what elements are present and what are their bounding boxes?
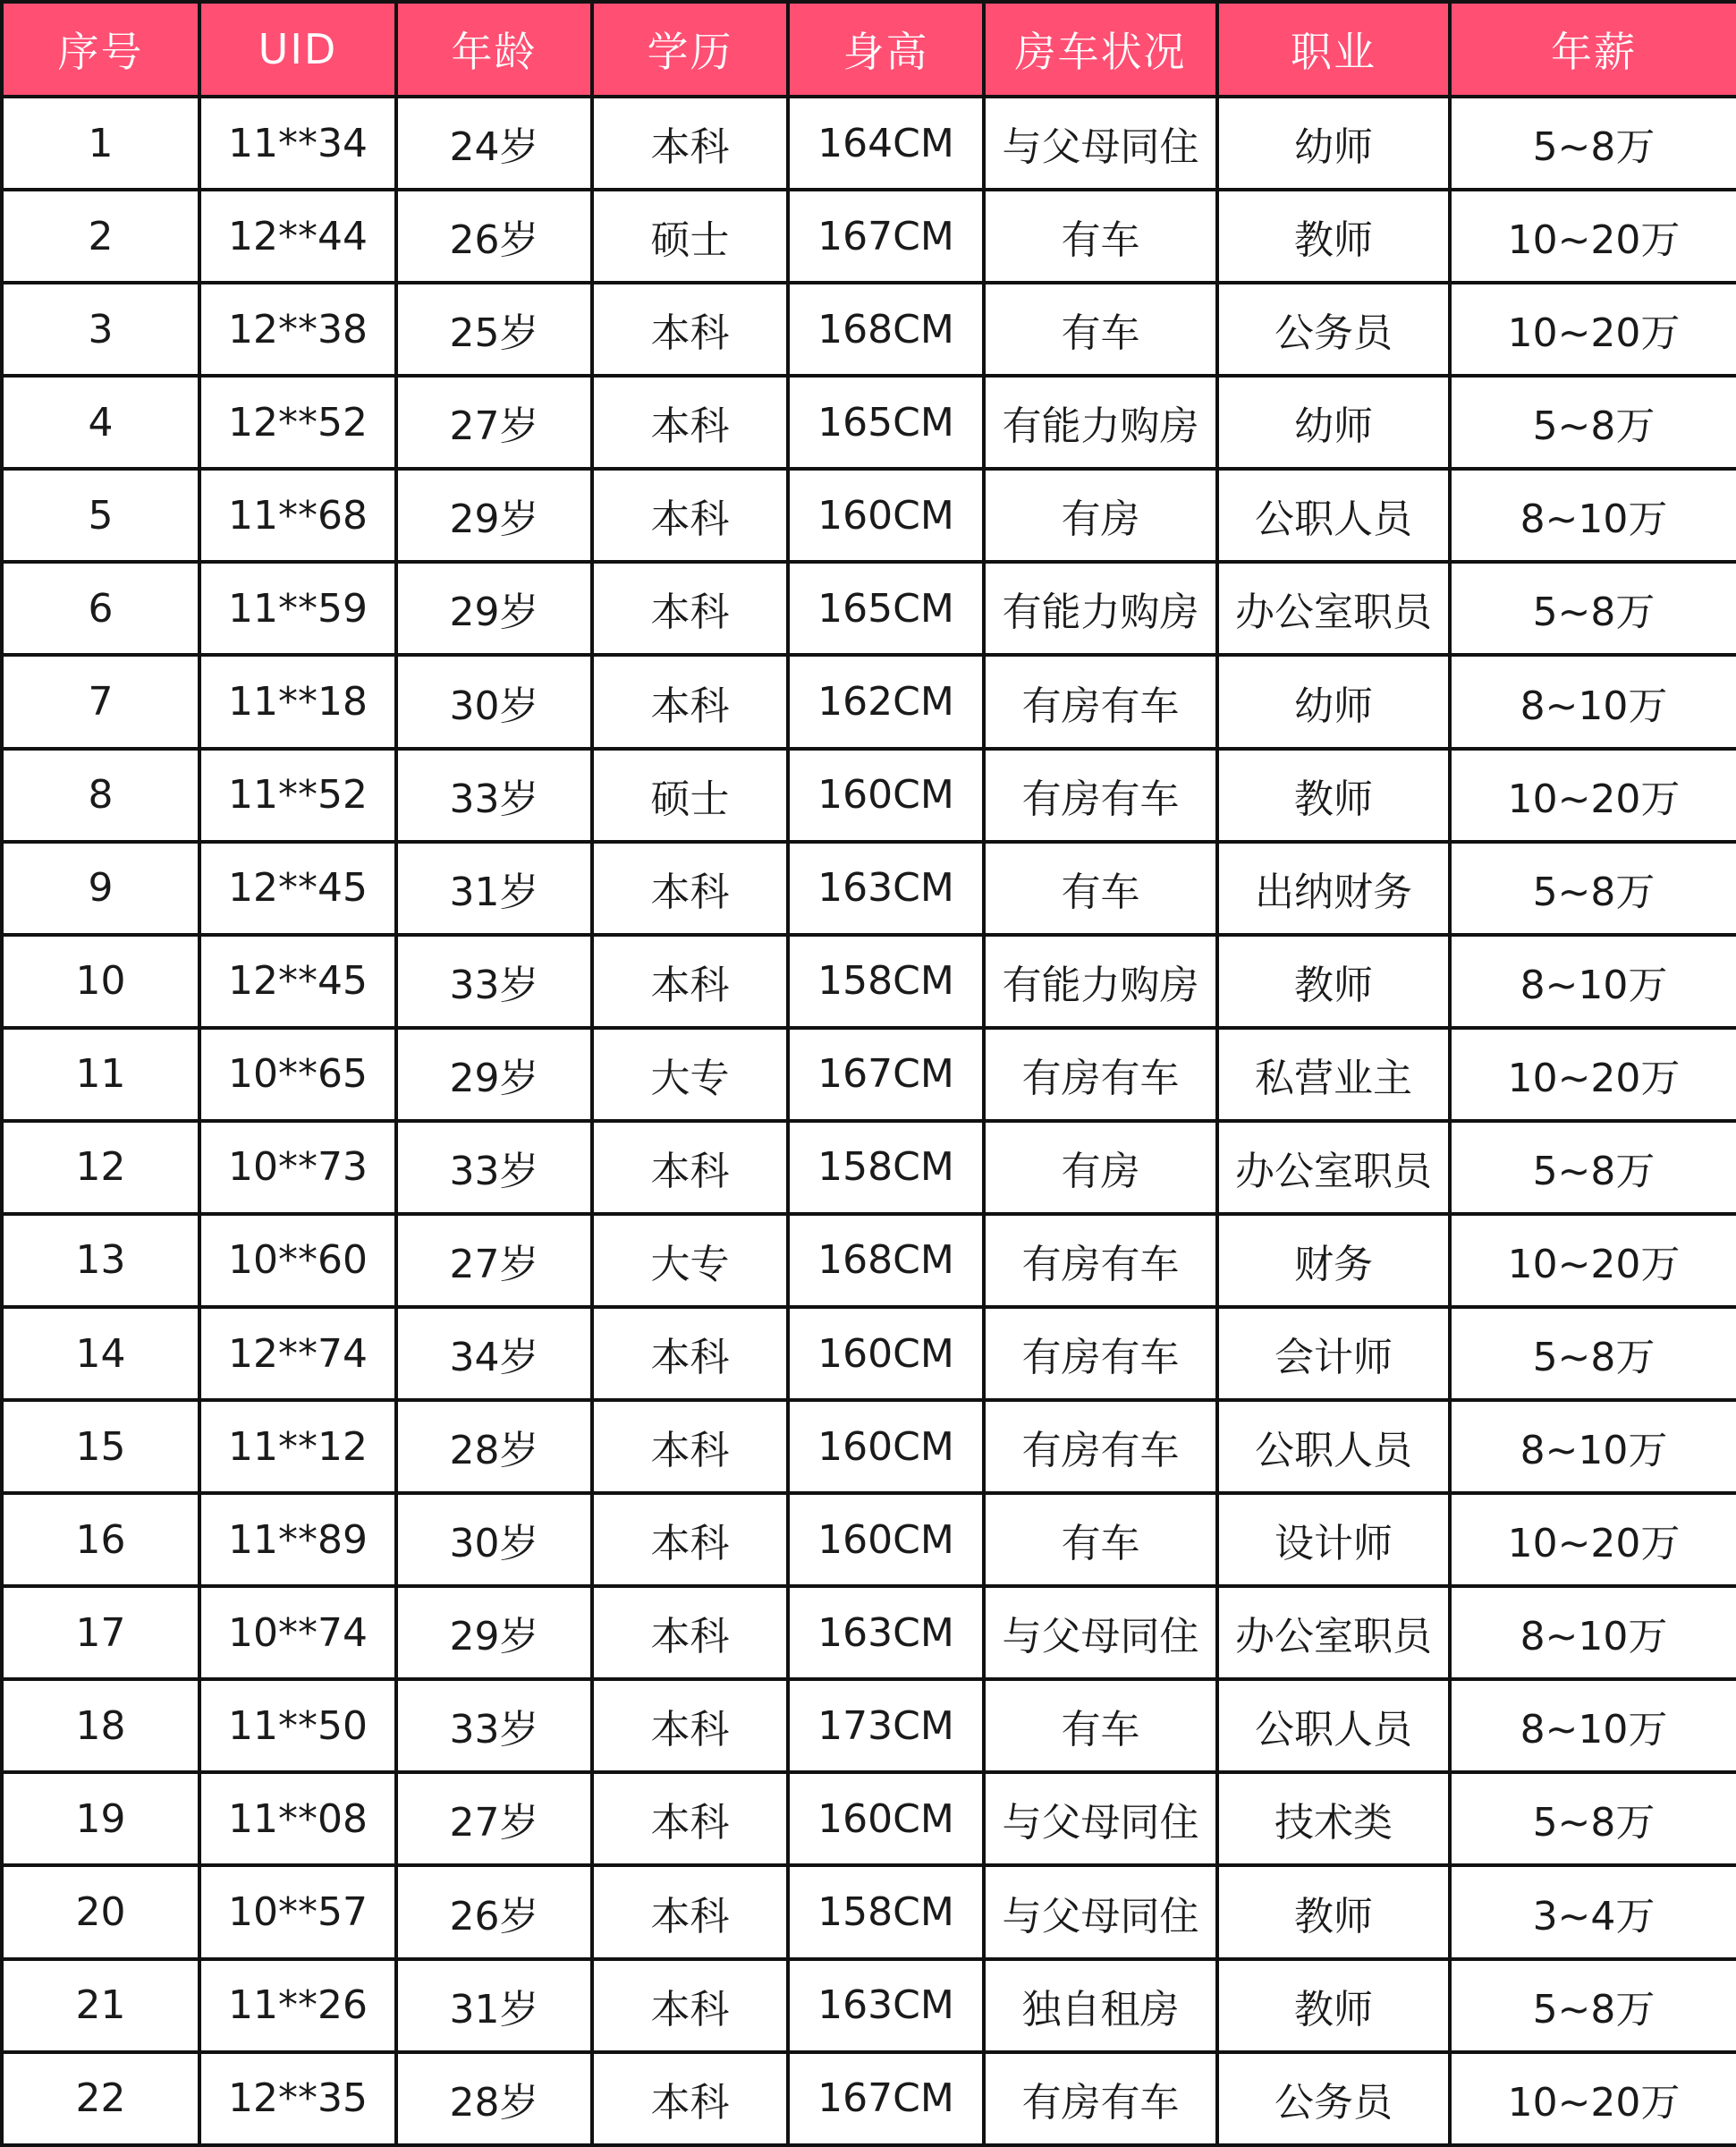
cell-age: 24岁 bbox=[396, 97, 592, 190]
cell-height: 158CM bbox=[788, 935, 984, 1028]
cell-housing-car: 有能力购房 bbox=[984, 376, 1217, 469]
cell-housing-car: 有房有车 bbox=[984, 749, 1217, 842]
cell-salary: 5~8万 bbox=[1450, 842, 1736, 935]
cell-salary: 5~8万 bbox=[1450, 97, 1736, 190]
cell-height: 165CM bbox=[788, 562, 984, 655]
cell-education: 本科 bbox=[592, 1772, 788, 1865]
cell-education: 本科 bbox=[592, 376, 788, 469]
cell-occupation: 办公室职员 bbox=[1217, 562, 1450, 655]
cell-seq: 12 bbox=[2, 1121, 199, 1214]
header-salary: 年薪 bbox=[1450, 2, 1736, 97]
cell-seq: 10 bbox=[2, 935, 199, 1028]
cell-age: 29岁 bbox=[396, 1586, 592, 1679]
cell-height: 162CM bbox=[788, 655, 984, 748]
cell-salary: 8~10万 bbox=[1450, 469, 1736, 562]
cell-occupation: 公职人员 bbox=[1217, 1679, 1450, 1772]
table-row bbox=[2, 1307, 1736, 1400]
cell-housing-car: 有房有车 bbox=[984, 1400, 1217, 1493]
cell-seq: 19 bbox=[2, 1772, 199, 1865]
cell-occupation: 教师 bbox=[1217, 935, 1450, 1028]
table-row bbox=[2, 1400, 1736, 1493]
cell-housing-car: 有车 bbox=[984, 1679, 1217, 1772]
cell-occupation: 幼师 bbox=[1217, 97, 1450, 190]
cell-salary: 10~20万 bbox=[1450, 283, 1736, 376]
cell-housing-car: 有房 bbox=[984, 1121, 1217, 1214]
cell-occupation: 幼师 bbox=[1217, 655, 1450, 748]
cell-seq: 8 bbox=[2, 749, 199, 842]
cell-uid: 12**45 bbox=[199, 935, 396, 1028]
cell-education: 硕士 bbox=[592, 749, 788, 842]
cell-housing-car: 与父母同住 bbox=[984, 1865, 1217, 1958]
cell-uid: 11**26 bbox=[199, 1959, 396, 2052]
cell-uid: 11**34 bbox=[199, 97, 396, 190]
table-row bbox=[2, 1586, 1736, 1679]
cell-seq: 20 bbox=[2, 1865, 199, 1958]
cell-height: 160CM bbox=[788, 1400, 984, 1493]
cell-uid: 10**65 bbox=[199, 1028, 396, 1121]
cell-housing-car: 有房有车 bbox=[984, 2052, 1217, 2145]
cell-salary: 5~8万 bbox=[1450, 562, 1736, 655]
cell-height: 160CM bbox=[788, 1772, 984, 1865]
table-row bbox=[2, 283, 1736, 376]
cell-housing-car: 有能力购房 bbox=[984, 935, 1217, 1028]
cell-housing-car: 有房有车 bbox=[984, 1214, 1217, 1307]
cell-height: 164CM bbox=[788, 97, 984, 190]
cell-housing-car: 与父母同住 bbox=[984, 1772, 1217, 1865]
cell-seq: 4 bbox=[2, 376, 199, 469]
header-occupation: 职业 bbox=[1217, 2, 1450, 97]
cell-seq: 5 bbox=[2, 469, 199, 562]
cell-height: 160CM bbox=[788, 1493, 984, 1586]
cell-education: 大专 bbox=[592, 1028, 788, 1121]
cell-occupation: 出纳财务 bbox=[1217, 842, 1450, 935]
cell-salary: 8~10万 bbox=[1450, 1679, 1736, 1772]
cell-seq: 9 bbox=[2, 842, 199, 935]
cell-housing-car: 有车 bbox=[984, 842, 1217, 935]
cell-age: 34岁 bbox=[396, 1307, 592, 1400]
cell-height: 163CM bbox=[788, 1586, 984, 1679]
cell-occupation: 财务 bbox=[1217, 1214, 1450, 1307]
table-row bbox=[2, 655, 1736, 748]
cell-salary: 3~4万 bbox=[1450, 1865, 1736, 1958]
cell-age: 31岁 bbox=[396, 1959, 592, 2052]
cell-uid: 12**44 bbox=[199, 190, 396, 283]
table-row bbox=[2, 97, 1736, 190]
cell-salary: 8~10万 bbox=[1450, 1400, 1736, 1493]
table-row bbox=[2, 1959, 1736, 2052]
cell-seq: 6 bbox=[2, 562, 199, 655]
cell-occupation: 技术类 bbox=[1217, 1772, 1450, 1865]
cell-uid: 11**08 bbox=[199, 1772, 396, 1865]
cell-height: 158CM bbox=[788, 1865, 984, 1958]
cell-education: 本科 bbox=[592, 1307, 788, 1400]
header-seq: 序号 bbox=[2, 2, 199, 97]
cell-age: 29岁 bbox=[396, 1028, 592, 1121]
cell-occupation: 教师 bbox=[1217, 1959, 1450, 2052]
cell-uid: 10**73 bbox=[199, 1121, 396, 1214]
cell-age: 27岁 bbox=[396, 376, 592, 469]
cell-occupation: 会计师 bbox=[1217, 1307, 1450, 1400]
cell-height: 160CM bbox=[788, 749, 984, 842]
cell-salary: 10~20万 bbox=[1450, 1214, 1736, 1307]
cell-uid: 12**52 bbox=[199, 376, 396, 469]
cell-uid: 10**60 bbox=[199, 1214, 396, 1307]
cell-age: 33岁 bbox=[396, 1121, 592, 1214]
table-row bbox=[2, 1214, 1736, 1307]
cell-height: 160CM bbox=[788, 1307, 984, 1400]
cell-age: 33岁 bbox=[396, 749, 592, 842]
cell-education: 本科 bbox=[592, 469, 788, 562]
cell-seq: 3 bbox=[2, 283, 199, 376]
cell-housing-car: 有房 bbox=[984, 469, 1217, 562]
cell-seq: 17 bbox=[2, 1586, 199, 1679]
cell-height: 167CM bbox=[788, 190, 984, 283]
header-uid: UID bbox=[199, 2, 396, 97]
cell-uid: 12**45 bbox=[199, 842, 396, 935]
cell-education: 本科 bbox=[592, 1400, 788, 1493]
cell-salary: 10~20万 bbox=[1450, 190, 1736, 283]
table-row bbox=[2, 1679, 1736, 1772]
cell-salary: 5~8万 bbox=[1450, 1772, 1736, 1865]
cell-occupation: 教师 bbox=[1217, 1865, 1450, 1958]
cell-education: 本科 bbox=[592, 1121, 788, 1214]
cell-housing-car: 有能力购房 bbox=[984, 562, 1217, 655]
cell-height: 167CM bbox=[788, 1028, 984, 1121]
cell-uid: 11**59 bbox=[199, 562, 396, 655]
cell-education: 硕士 bbox=[592, 190, 788, 283]
cell-uid: 10**57 bbox=[199, 1865, 396, 1958]
cell-uid: 12**74 bbox=[199, 1307, 396, 1400]
cell-education: 本科 bbox=[592, 1679, 788, 1772]
cell-education: 本科 bbox=[592, 97, 788, 190]
cell-age: 27岁 bbox=[396, 1214, 592, 1307]
cell-age: 30岁 bbox=[396, 655, 592, 748]
cell-uid: 12**38 bbox=[199, 283, 396, 376]
cell-seq: 16 bbox=[2, 1493, 199, 1586]
table-row bbox=[2, 1865, 1736, 1958]
cell-salary: 10~20万 bbox=[1450, 1028, 1736, 1121]
cell-uid: 12**35 bbox=[199, 2052, 396, 2145]
cell-uid: 11**50 bbox=[199, 1679, 396, 1772]
table-row bbox=[2, 1121, 1736, 1214]
cell-education: 本科 bbox=[592, 1493, 788, 1586]
cell-housing-car: 与父母同住 bbox=[984, 97, 1217, 190]
cell-uid: 11**68 bbox=[199, 469, 396, 562]
cell-height: 167CM bbox=[788, 2052, 984, 2145]
cell-age: 29岁 bbox=[396, 469, 592, 562]
header-education: 学历 bbox=[592, 2, 788, 97]
table-body bbox=[2, 97, 1736, 2145]
header-housing-car: 房车状况 bbox=[984, 2, 1217, 97]
table-row bbox=[2, 469, 1736, 562]
cell-age: 25岁 bbox=[396, 283, 592, 376]
cell-uid: 11**89 bbox=[199, 1493, 396, 1586]
cell-uid: 11**12 bbox=[199, 1400, 396, 1493]
cell-housing-car: 独自租房 bbox=[984, 1959, 1217, 2052]
cell-height: 158CM bbox=[788, 1121, 984, 1214]
cell-seq: 13 bbox=[2, 1214, 199, 1307]
cell-education: 本科 bbox=[592, 562, 788, 655]
cell-occupation: 公务员 bbox=[1217, 2052, 1450, 2145]
cell-occupation: 教师 bbox=[1217, 749, 1450, 842]
cell-age: 29岁 bbox=[396, 562, 592, 655]
table-row bbox=[2, 1772, 1736, 1865]
cell-salary: 10~20万 bbox=[1450, 749, 1736, 842]
header-age: 年龄 bbox=[396, 2, 592, 97]
cell-salary: 10~20万 bbox=[1450, 2052, 1736, 2145]
cell-age: 30岁 bbox=[396, 1493, 592, 1586]
table-row bbox=[2, 842, 1736, 935]
cell-age: 33岁 bbox=[396, 1679, 592, 1772]
cell-salary: 8~10万 bbox=[1450, 1586, 1736, 1679]
cell-salary: 5~8万 bbox=[1450, 1959, 1736, 2052]
header-height: 身高 bbox=[788, 2, 984, 97]
cell-seq: 7 bbox=[2, 655, 199, 748]
cell-education: 本科 bbox=[592, 2052, 788, 2145]
table-row bbox=[2, 935, 1736, 1028]
cell-housing-car: 有车 bbox=[984, 283, 1217, 376]
table-row bbox=[2, 2052, 1736, 2145]
cell-seq: 14 bbox=[2, 1307, 199, 1400]
table-row bbox=[2, 1028, 1736, 1121]
cell-occupation: 公职人员 bbox=[1217, 1400, 1450, 1493]
cell-age: 33岁 bbox=[396, 935, 592, 1028]
cell-education: 本科 bbox=[592, 283, 788, 376]
cell-housing-car: 有房有车 bbox=[984, 655, 1217, 748]
cell-height: 163CM bbox=[788, 1959, 984, 2052]
cell-housing-car: 与父母同住 bbox=[984, 1586, 1217, 1679]
cell-occupation: 私营业主 bbox=[1217, 1028, 1450, 1121]
cell-uid: 10**74 bbox=[199, 1586, 396, 1679]
table-row bbox=[2, 190, 1736, 283]
cell-seq: 2 bbox=[2, 190, 199, 283]
header-row bbox=[2, 2, 1736, 97]
cell-salary: 5~8万 bbox=[1450, 1121, 1736, 1214]
cell-age: 28岁 bbox=[396, 1400, 592, 1493]
cell-housing-car: 有房有车 bbox=[984, 1028, 1217, 1121]
cell-housing-car: 有车 bbox=[984, 190, 1217, 283]
cell-age: 27岁 bbox=[396, 1772, 592, 1865]
cell-height: 165CM bbox=[788, 376, 984, 469]
cell-occupation: 幼师 bbox=[1217, 376, 1450, 469]
cell-salary: 5~8万 bbox=[1450, 376, 1736, 469]
cell-seq: 21 bbox=[2, 1959, 199, 2052]
cell-age: 28岁 bbox=[396, 2052, 592, 2145]
cell-education: 大专 bbox=[592, 1214, 788, 1307]
table-row bbox=[2, 1493, 1736, 1586]
cell-salary: 8~10万 bbox=[1450, 935, 1736, 1028]
cell-seq: 18 bbox=[2, 1679, 199, 1772]
cell-height: 163CM bbox=[788, 842, 984, 935]
cell-education: 本科 bbox=[592, 1865, 788, 1958]
table-row bbox=[2, 562, 1736, 655]
cell-occupation: 设计师 bbox=[1217, 1493, 1450, 1586]
cell-housing-car: 有车 bbox=[984, 1493, 1217, 1586]
cell-housing-car: 有房有车 bbox=[984, 1307, 1217, 1400]
cell-occupation: 公职人员 bbox=[1217, 469, 1450, 562]
cell-salary: 8~10万 bbox=[1450, 655, 1736, 748]
cell-occupation: 办公室职员 bbox=[1217, 1121, 1450, 1214]
cell-education: 本科 bbox=[592, 1586, 788, 1679]
cell-occupation: 教师 bbox=[1217, 190, 1450, 283]
cell-seq: 11 bbox=[2, 1028, 199, 1121]
cell-age: 31岁 bbox=[396, 842, 592, 935]
cell-age: 26岁 bbox=[396, 1865, 592, 1958]
cell-seq: 15 bbox=[2, 1400, 199, 1493]
cell-education: 本科 bbox=[592, 842, 788, 935]
cell-occupation: 办公室职员 bbox=[1217, 1586, 1450, 1679]
cell-occupation: 公务员 bbox=[1217, 283, 1450, 376]
table-header bbox=[2, 2, 1736, 97]
cell-salary: 5~8万 bbox=[1450, 1307, 1736, 1400]
cell-age: 26岁 bbox=[396, 190, 592, 283]
cell-height: 160CM bbox=[788, 469, 984, 562]
cell-salary: 10~20万 bbox=[1450, 1493, 1736, 1586]
table-row bbox=[2, 376, 1736, 469]
table-row bbox=[2, 749, 1736, 842]
cell-uid: 11**52 bbox=[199, 749, 396, 842]
cell-education: 本科 bbox=[592, 1959, 788, 2052]
cell-seq: 1 bbox=[2, 97, 199, 190]
cell-education: 本科 bbox=[592, 935, 788, 1028]
cell-seq: 22 bbox=[2, 2052, 199, 2145]
cell-height: 168CM bbox=[788, 1214, 984, 1307]
cell-height: 168CM bbox=[788, 283, 984, 376]
cell-education: 本科 bbox=[592, 655, 788, 748]
cell-height: 173CM bbox=[788, 1679, 984, 1772]
cell-uid: 11**18 bbox=[199, 655, 396, 748]
